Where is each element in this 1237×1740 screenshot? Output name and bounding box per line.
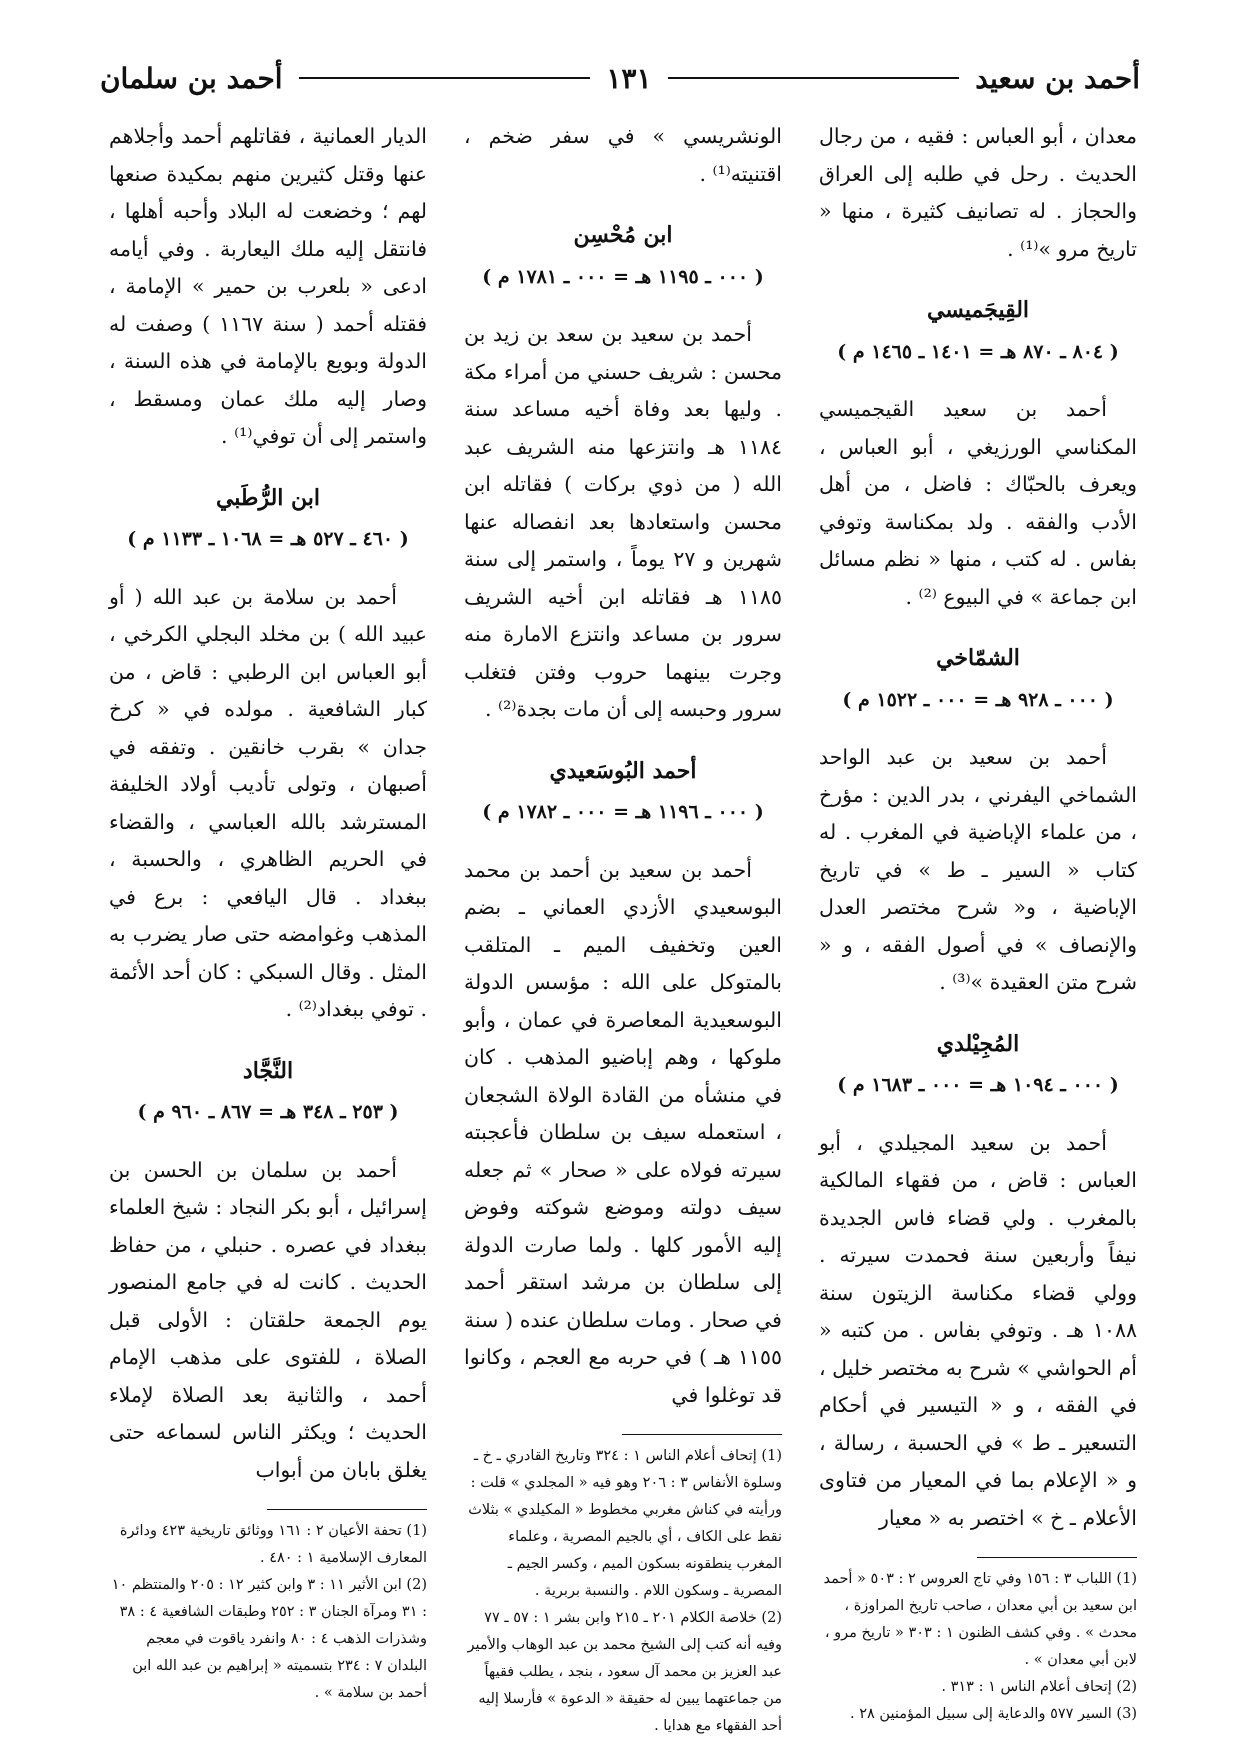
entry-title-shammakhi: الشمّاخي xyxy=(936,645,1020,671)
entry-dates-busaidi: ( ٠٠٠ ـ ١١٩٦ هـ = ٠٠٠ ـ ١٧٨٢ م ) xyxy=(482,801,764,823)
footnote-divider xyxy=(977,1557,1137,1558)
header-rule-right xyxy=(668,77,960,79)
entry-continuation: الونشريسي » في سفر ضخم ، اقتنيته⁽¹⁾ . xyxy=(464,124,782,186)
footnote: (3) السير ٥٧٧ والدعاية إلى سبيل المؤمنين ٢٨ . xyxy=(850,1706,1137,1722)
entry-dates-najjad: ( ٢٥٣ ـ ٣٤٨ هـ = ٨٦٧ ـ ٩٦٠ م ) xyxy=(137,1101,399,1123)
entry-body-ibn-al-rutabi: أحمد بن سلامة بن عبد الله ( أو عبيد الله ) بن مخلد البجلي الكرخي ، أبو العباس ابن الرطبي : قاض ، من كبار الشافعية . مولده في « كرخ جدان » بقرب خانقين . وتفقه في أصبهان ، وتولى تأديب أولاد الخليفة المسترشد بالله العباسي ، والقضاء في الحريم الظاهري ، والحسبة ، ببغداد . قال اليافعي : برع في المذهب وغوامضه حتى صار يضرب به المثل . وقال السبكي : كان أحد الأئمة . توفي ببغداد⁽²⁾ . xyxy=(109,584,427,1021)
column-middle xyxy=(464,118,782,1740)
footnote-divider xyxy=(267,1509,427,1510)
footnotes xyxy=(109,1518,427,1707)
entry-dates-ibn-al-rutabi: ( ٤٦٠ ـ ٥٢٧ هـ = ١٠٦٨ ـ ١١٣٣ م ) xyxy=(127,528,409,550)
running-header xyxy=(100,58,1140,98)
footnote: (1) إتحاف أعلام الناس ١ : ٣٢٤ وتاريخ القادري ـ خ ـ وسلوة الأنفاس ٣ : ٢٠٦ وهو فيه « المجلدي » قلت : ورأيته في كناش مغربي مخطوط « المكيلدي » بثلاث نقط على الكاف ، أي بالجيم المصرية ، وعلماء المغرب ينطقونه بسكون الميم ، وكسر الجيم ـ المصرية ـ وسكون اللام . والنسبة بربرية . xyxy=(468,1448,782,1599)
entry-body-busaidi: أحمد بن سعيد بن أحمد بن محمد البوسعيدي الأزدي العماني ـ بضم العين وتخفيف الميم ـ المتلقب بالمتوكل على الله : مؤسس الدولة البوسعيدية المعاصرة في عمان ، وأبو ملوكها ، وهم إباضيو المذهب . كان في منشأه من القادة الولاة الشجعان ، استعمله سيف بن سلطان فأعجبته سيرته فولاه على « صحار » ثم جعله سيف دولته وموضع شوكته وفوض إليه الأمور كلها . ولما صارت الدولة إلى سلطان بن مرشد استقر أحمد في صحار . ومات سلطان عنده ( سنة ١١٥٥ هـ ) في حربه مع العجم ، وكانوا قد توغلوا في xyxy=(464,857,782,1407)
entry-body-qijmisi: أحمد بن سعيد القيجميسي المكناسي الورزيغي ، أبو العباس ، ويعرف بالحبّاك : فاضل ، من أهل الأدب والفقه . ولد بمكناسة وتوفي بفاس . له كتب ، منها « نظم مسائل ابن جماعة » في البيوع ⁽²⁾ . xyxy=(819,397,1137,609)
header-rule-left xyxy=(299,77,591,79)
entry-dates-mujayldi: ( ٠٠٠ ـ ١٠٩٤ هـ = ٠٠٠ ـ ١٦٨٣ م ) xyxy=(837,1074,1119,1096)
footnote-divider xyxy=(622,1434,782,1435)
footnotes xyxy=(464,1443,782,1740)
entry-title-najjad: النَّجَّاد xyxy=(242,1057,294,1084)
footnote: (1) اللباب ٣ : ١٥٦ وفي تاج العروس ٢ : ٥٠٣ « أحمد ابن سعيد بن أبي معدان ، صاحب تاريخ المراوزة ، محدث » . وفي كشف الظنون ١ : ٣٠٣ « تاريخ مرو ، لابن أبي معدان » . xyxy=(823,1571,1137,1668)
entry-dates-qijmisi: ( ٨٠٤ ـ ٨٧٠ هـ = ١٤٠١ ـ ١٤٦٥ م ) xyxy=(837,340,1119,363)
entry-body-ibn-muhsin: أحمد بن سعيد بن سعد بن زيد بن محسن : شريف حسني من أمراء مكة . وليها بعد وفاة أخيه مساعد سنة ١١٨٤ هـ وانتزعها منه الشريف عبد الله ( من ذوي بركات ) فقاتله ابن محسن واستعادها بعد انفصاله عنها شهرين و ٢٧ يوماً ، واستمر إلى سنة ١١٨٥ هـ فقاتله ابن أخيه الشريف سرور بن مساعد وانتزع الامارة منه وجرت بينهما حروب وفتن فتغلب سرور وحبسه إلى أن مات بجدة⁽²⁾ . xyxy=(464,322,782,721)
footnotes xyxy=(819,1566,1137,1728)
entry-title-ibn-al-rutabi: ابن الرُّطَبي xyxy=(215,484,321,511)
footnote: (2) إتحاف أعلام الناس ١ : ٣١٣ . xyxy=(941,1679,1137,1695)
page-number: ١٣١ xyxy=(606,61,652,95)
entry-continuation: معدان ، أبو العباس : فقيه ، من رجال الحديث . رحل في طلبه إلى العراق والحجاز . له تصانيف كثيرة ، منها « تاريخ مرو »⁽¹⁾ . xyxy=(819,124,1137,261)
column-left xyxy=(109,118,427,1707)
header-entry-start: أحمد بن سعيد xyxy=(975,61,1140,95)
entry-title-busaidi: أحمد البُوسَعيدي xyxy=(549,757,697,784)
entry-dates-shammakhi: ( ٠٠٠ ـ ٩٢٨ هـ = ٠٠٠ ـ ١٥٢٢ م ) xyxy=(842,688,1114,711)
footnote: (2) خلاصة الكلام ٢٠١ ـ ٢١٥ وابن بشر ١ : ٥٧ ـ ٧٧ وفيه أنه كتب إلى الشيخ محمد بن عبد الوهاب والأمير عبد العزيز بن محمد آل سعود ، بنجد ، يطلب فقيهاً من جماعتهما يبين له حقيقة « الدعوة » فأرسلا إليه أحد الفقهاء مع هدايا . xyxy=(467,1610,782,1734)
entry-continuation: الديار العمانية ، فقاتلهم أحمد وأجلاهم عنها وقتل كثيرين منهم بمكيدة صنعها لهم ؛ وخضعت له البلاد وأحبه أهلها ، فانتقل إليه ملك اليعاربة . وفي أيامه ادعى « بلعرب بن حمير » الإمامة ، فقتله أحمد ( سنة ١١٦٧ ) وصفت له الدولة وبويع بالإمامة في هذه السنة ، وصار إليه ملك عمان ومسقط ، واستمر إلى أن توفي⁽¹⁾ . xyxy=(109,124,427,448)
column-right xyxy=(819,118,1137,1728)
header-entry-end: أحمد بن سلمان xyxy=(99,61,283,95)
entry-dates-ibn-muhsin: ( ٠٠٠ ـ ١١٩٥ هـ = ٠٠٠ ـ ١٧٨١ م ) xyxy=(482,265,764,288)
entry-body-shammakhi: أحمد بن سعيد بن عبد الواحد الشماخي اليفرني ، بدر الدين : مؤرخ ، من علماء الإباضية في المغرب . له كتاب « السير ـ ط » في تاريخ الإباضية ، و« شرح مختصر العدل والإنصاف » في أصول الفقه ، و « شرح متن العقيدة »⁽³⁾ . xyxy=(819,745,1137,994)
footnote: (2) ابن الأثير ١١ : ٣ وابن كثير ١٢ : ٢٠٥ والمنتظم ١٠ : ٣١ ومرآة الجنان ٣ : ٢٥٢ وطبقات الشافعية ٤ : ٣٨ وشذرات الذهب ٤ : ٨٠ وانفرد ياقوت في معجم البلدان ٧ : ٢٣٤ بتسميته « إبراهيم بن عبد الله ابن أحمد بن سلامة » . xyxy=(111,1577,427,1701)
entry-body-najjad: أحمد بن سلمان بن الحسن بن إسرائيل ، أبو بكر النجاد : شيخ العلماء ببغداد في عصره . حنبلي ، من حفاظ الحديث . كانت له في جامع المنصور يوم الجمعة حلقتان : الأولى قبل الصلاة ، للفتوى على مذهب الإمام أحمد ، والثانية بعد الصلاة لإملاء الحديث ؛ ويكثر الناس لسماعه حتى يغلق بابان من أبواب xyxy=(109,1157,427,1482)
entry-title-ibn-muhsin: ابن مُحْسِن xyxy=(573,222,673,248)
footnote: (1) تحفة الأعيان ٢ : ١٦١ ووثائق تاريخية ٤٢٣ ودائرة المعارف الإسلامية ١ : ٤٨٠ . xyxy=(119,1523,427,1566)
entry-body-mujayldi: أحمد بن سعيد المجيلدي ، أبو العباس : قاض ، من فقهاء المالكية بالمغرب . ولي قضاء فاس الجديدة نيفاً وأربعين سنة فحمدت سيرته . وولي قضاء مكناسة الزيتون سنة ١٠٨٨ هـ . وتوفي بفاس . من كتبه « أم الحواشي » شرح به مختصر خليل ، في الفقه ، و « التيسير في أحكام التسعير ـ ط » في الحسبة ، رسالة ، و « الإعلام بما في المعيار من فتاوى الأعلام ـ خ » اختصر به « معيار xyxy=(819,1130,1137,1530)
entry-title-qijmisi: القِيجَميسي xyxy=(926,297,1030,323)
entry-title-mujayldi: المُجِيْلدي xyxy=(936,1030,1020,1057)
